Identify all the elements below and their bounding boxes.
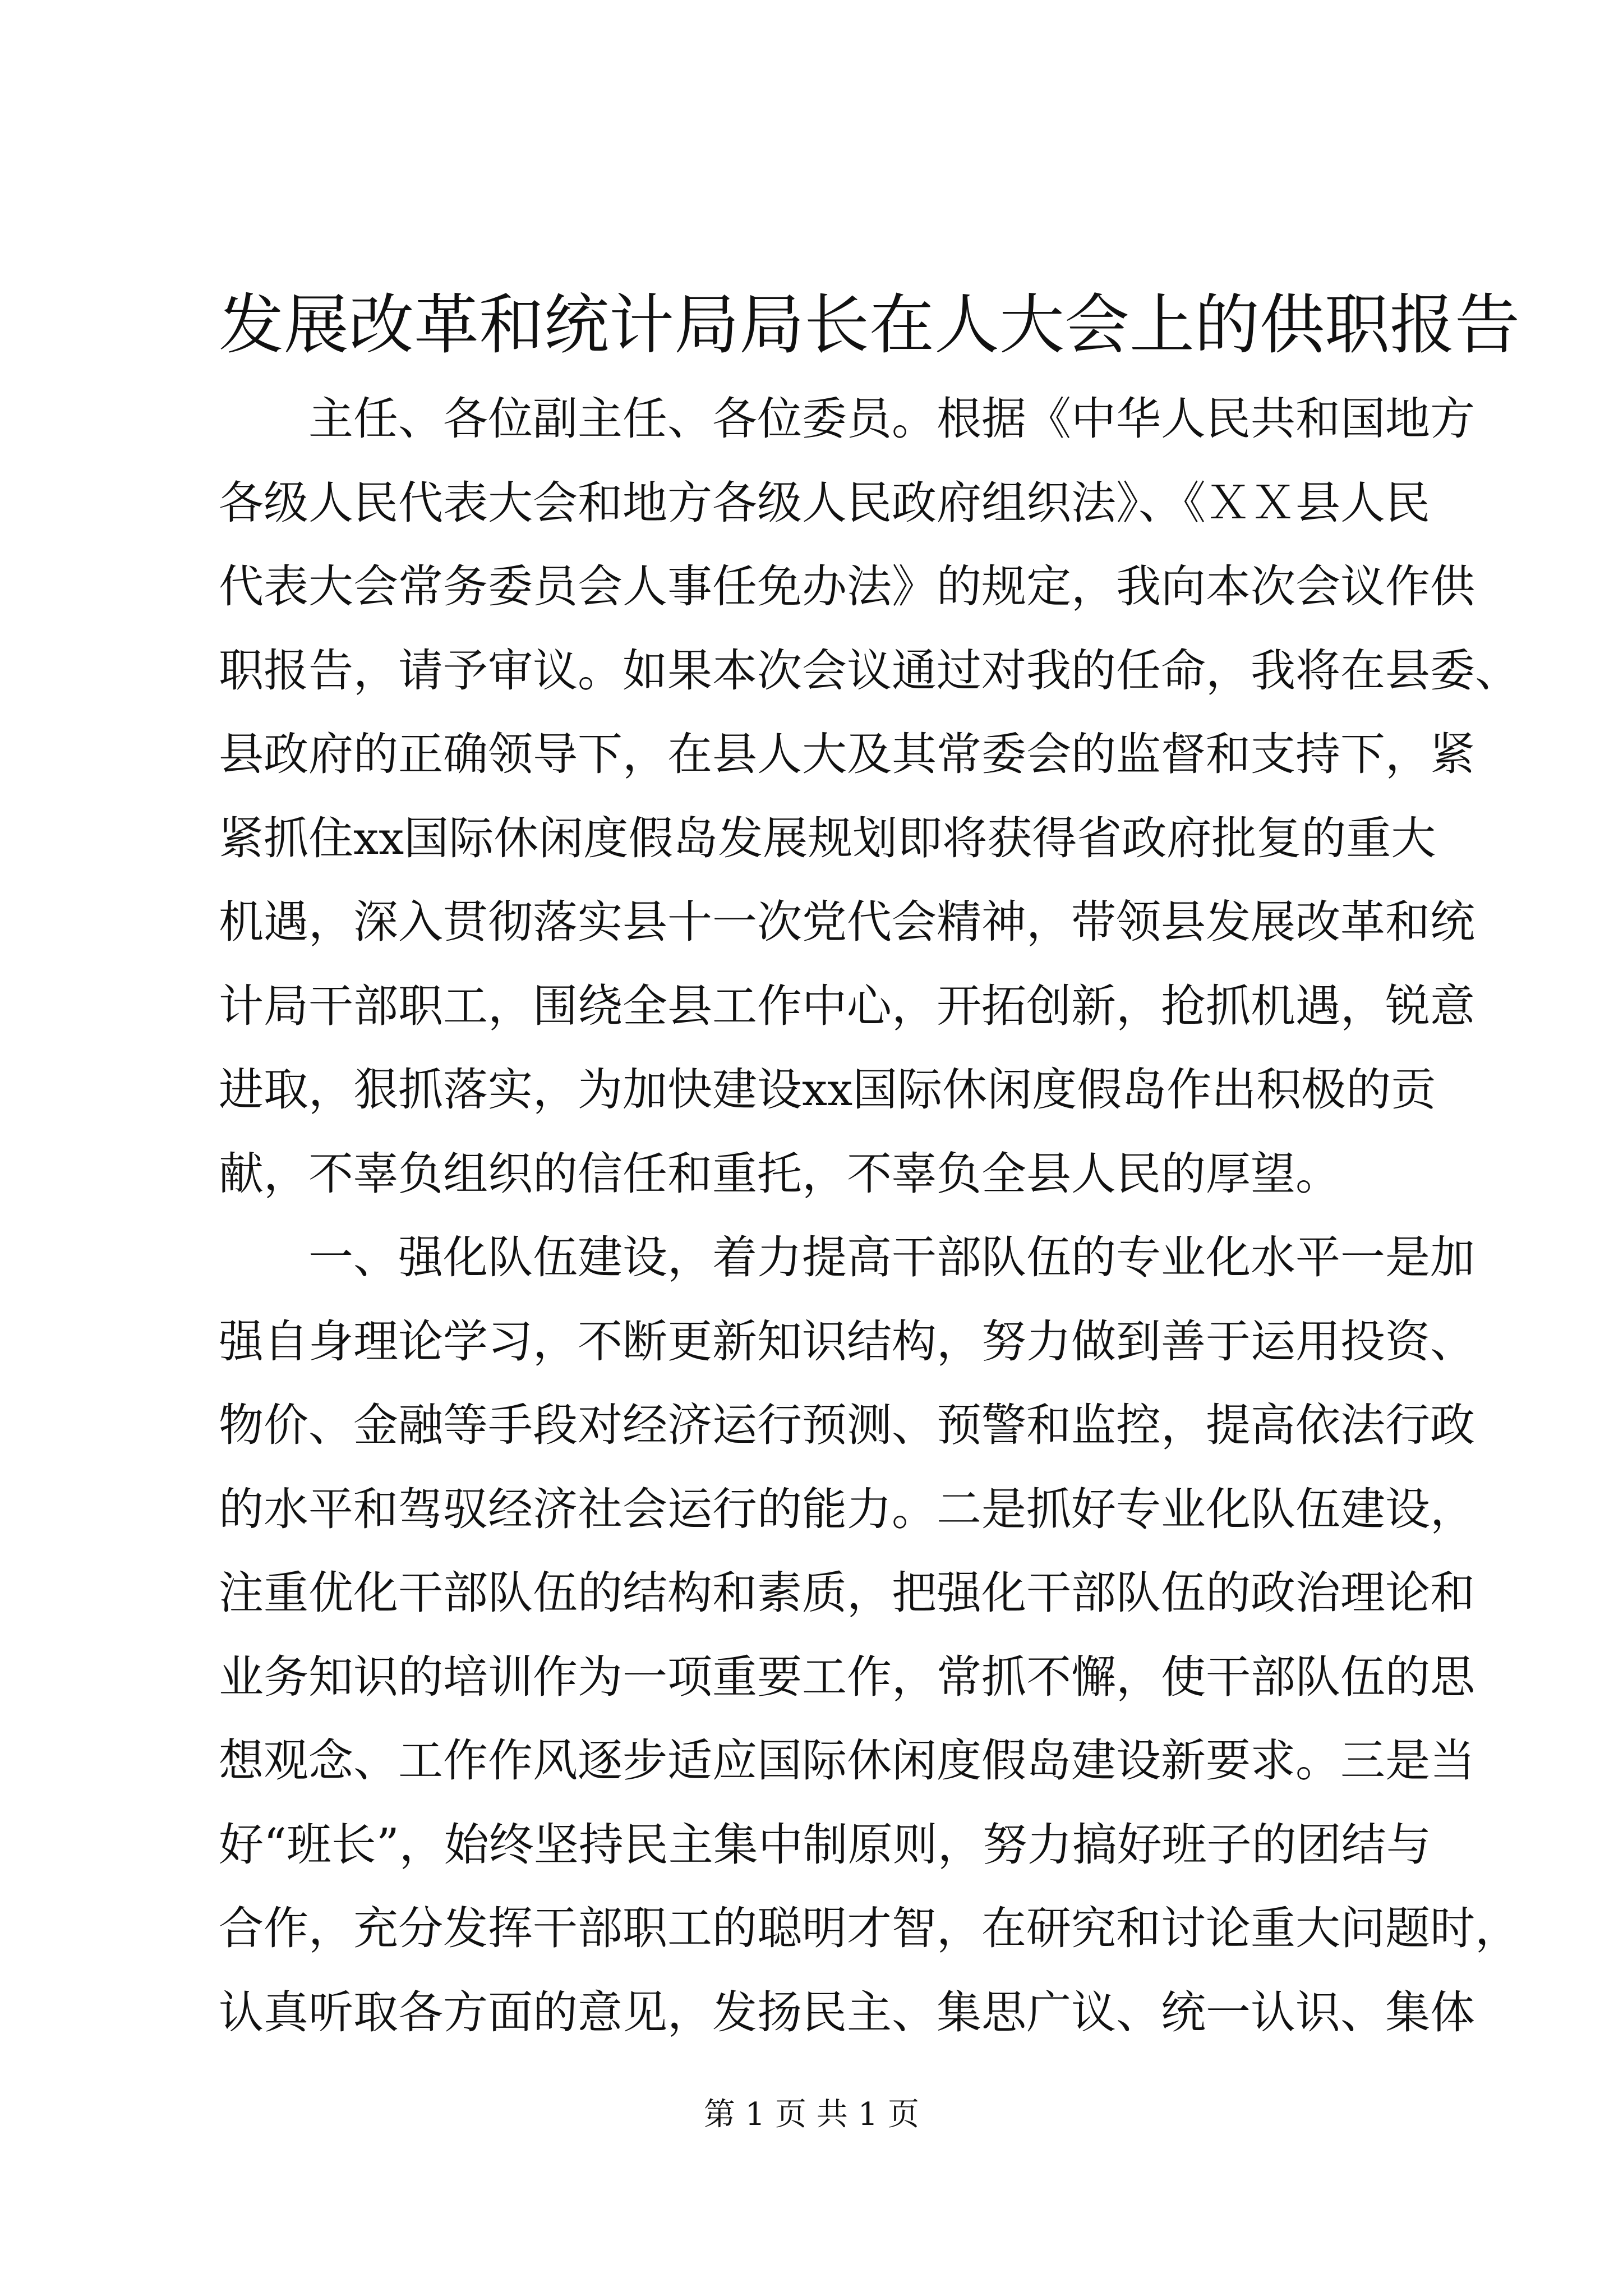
paragraph-line: 注重优化干部队伍的结构和素质，把强化干部队伍的政治理论和 (219, 1567, 1475, 1619)
page-footer: 第 1 页 共 1 页 (703, 2096, 920, 2133)
paragraph-line: 一、强化队伍建设，着力提高干部队伍的专业化水平一是加 (308, 1231, 1475, 1283)
paragraph-line: 各级人民代表大会和地方各级人民政府组织法》、《ＸＸ县人民 (219, 476, 1430, 529)
paragraph-line: 想观念、工作作风逐步适应国际休闲度假岛建设新要求。三是当 (219, 1734, 1475, 1787)
paragraph-line: 物价、金融等手段对经济运行预测、预警和监控，提高依法行政 (219, 1399, 1475, 1451)
paragraph-line: 计局干部职工，围绕全县工作中心，开拓创新，抢抓机遇，锐意 (219, 979, 1475, 1032)
document-title: 发展改革和统计局局长在人大会上的供职报告 (219, 287, 1520, 363)
paragraph-line: 主任、各位副主任、各位委员。根据《中华人民共和国地方 (308, 393, 1475, 445)
paragraph-line: 强自身理论学习，不断更新知识结构，努力做到善于运用投资、 (219, 1315, 1475, 1368)
paragraph-line: 进取，狠抓落实，为加快建设xx国际休闲度假岛作出积极的贡 (219, 1064, 1436, 1116)
paragraph-line: 机遇，深入贯彻落实县十一次党代会精神，带领县发展改革和统 (219, 896, 1475, 948)
paragraph-line: 好“班长”，始终坚持民主集中制原则，努力搞好班子的团结与 (219, 1818, 1431, 1871)
paragraph-line: 献，不辜负组织的信任和重托，不辜负全县人民的厚望。 (219, 1147, 1340, 1200)
document-body (219, 377, 1520, 2054)
paragraph-line: 紧抓住xx国际休闲度假岛发展规划即将获得省政府批复的重大 (219, 812, 1436, 864)
paragraph-line: 合作，充分发挥干部职工的聪明才智，在研究和讨论重大问题时， (219, 1902, 1520, 1954)
paragraph-line: 认真听取各方面的意见，发扬民主、集思广议、统一认识、集体 (219, 1986, 1475, 2039)
paragraph-line: 县政府的正确领导下，在县人大及其常委会的监督和支持下，紧 (219, 728, 1475, 780)
paragraph-line: 职报告，请予审议。如果本次会议通过对我的任命，我将在县委、 (219, 644, 1520, 697)
paragraph-line: 业务知识的培训作为一项重要工作，常抓不懈，使干部队伍的思 (219, 1650, 1475, 1703)
paragraph-line: 代表大会常务委员会人事任免办法》的规定，我向本次会议作供 (219, 560, 1475, 613)
paragraph-line: 的水平和驾驭经济社会运行的能力。二是抓好专业化队伍建设， (219, 1483, 1475, 1535)
